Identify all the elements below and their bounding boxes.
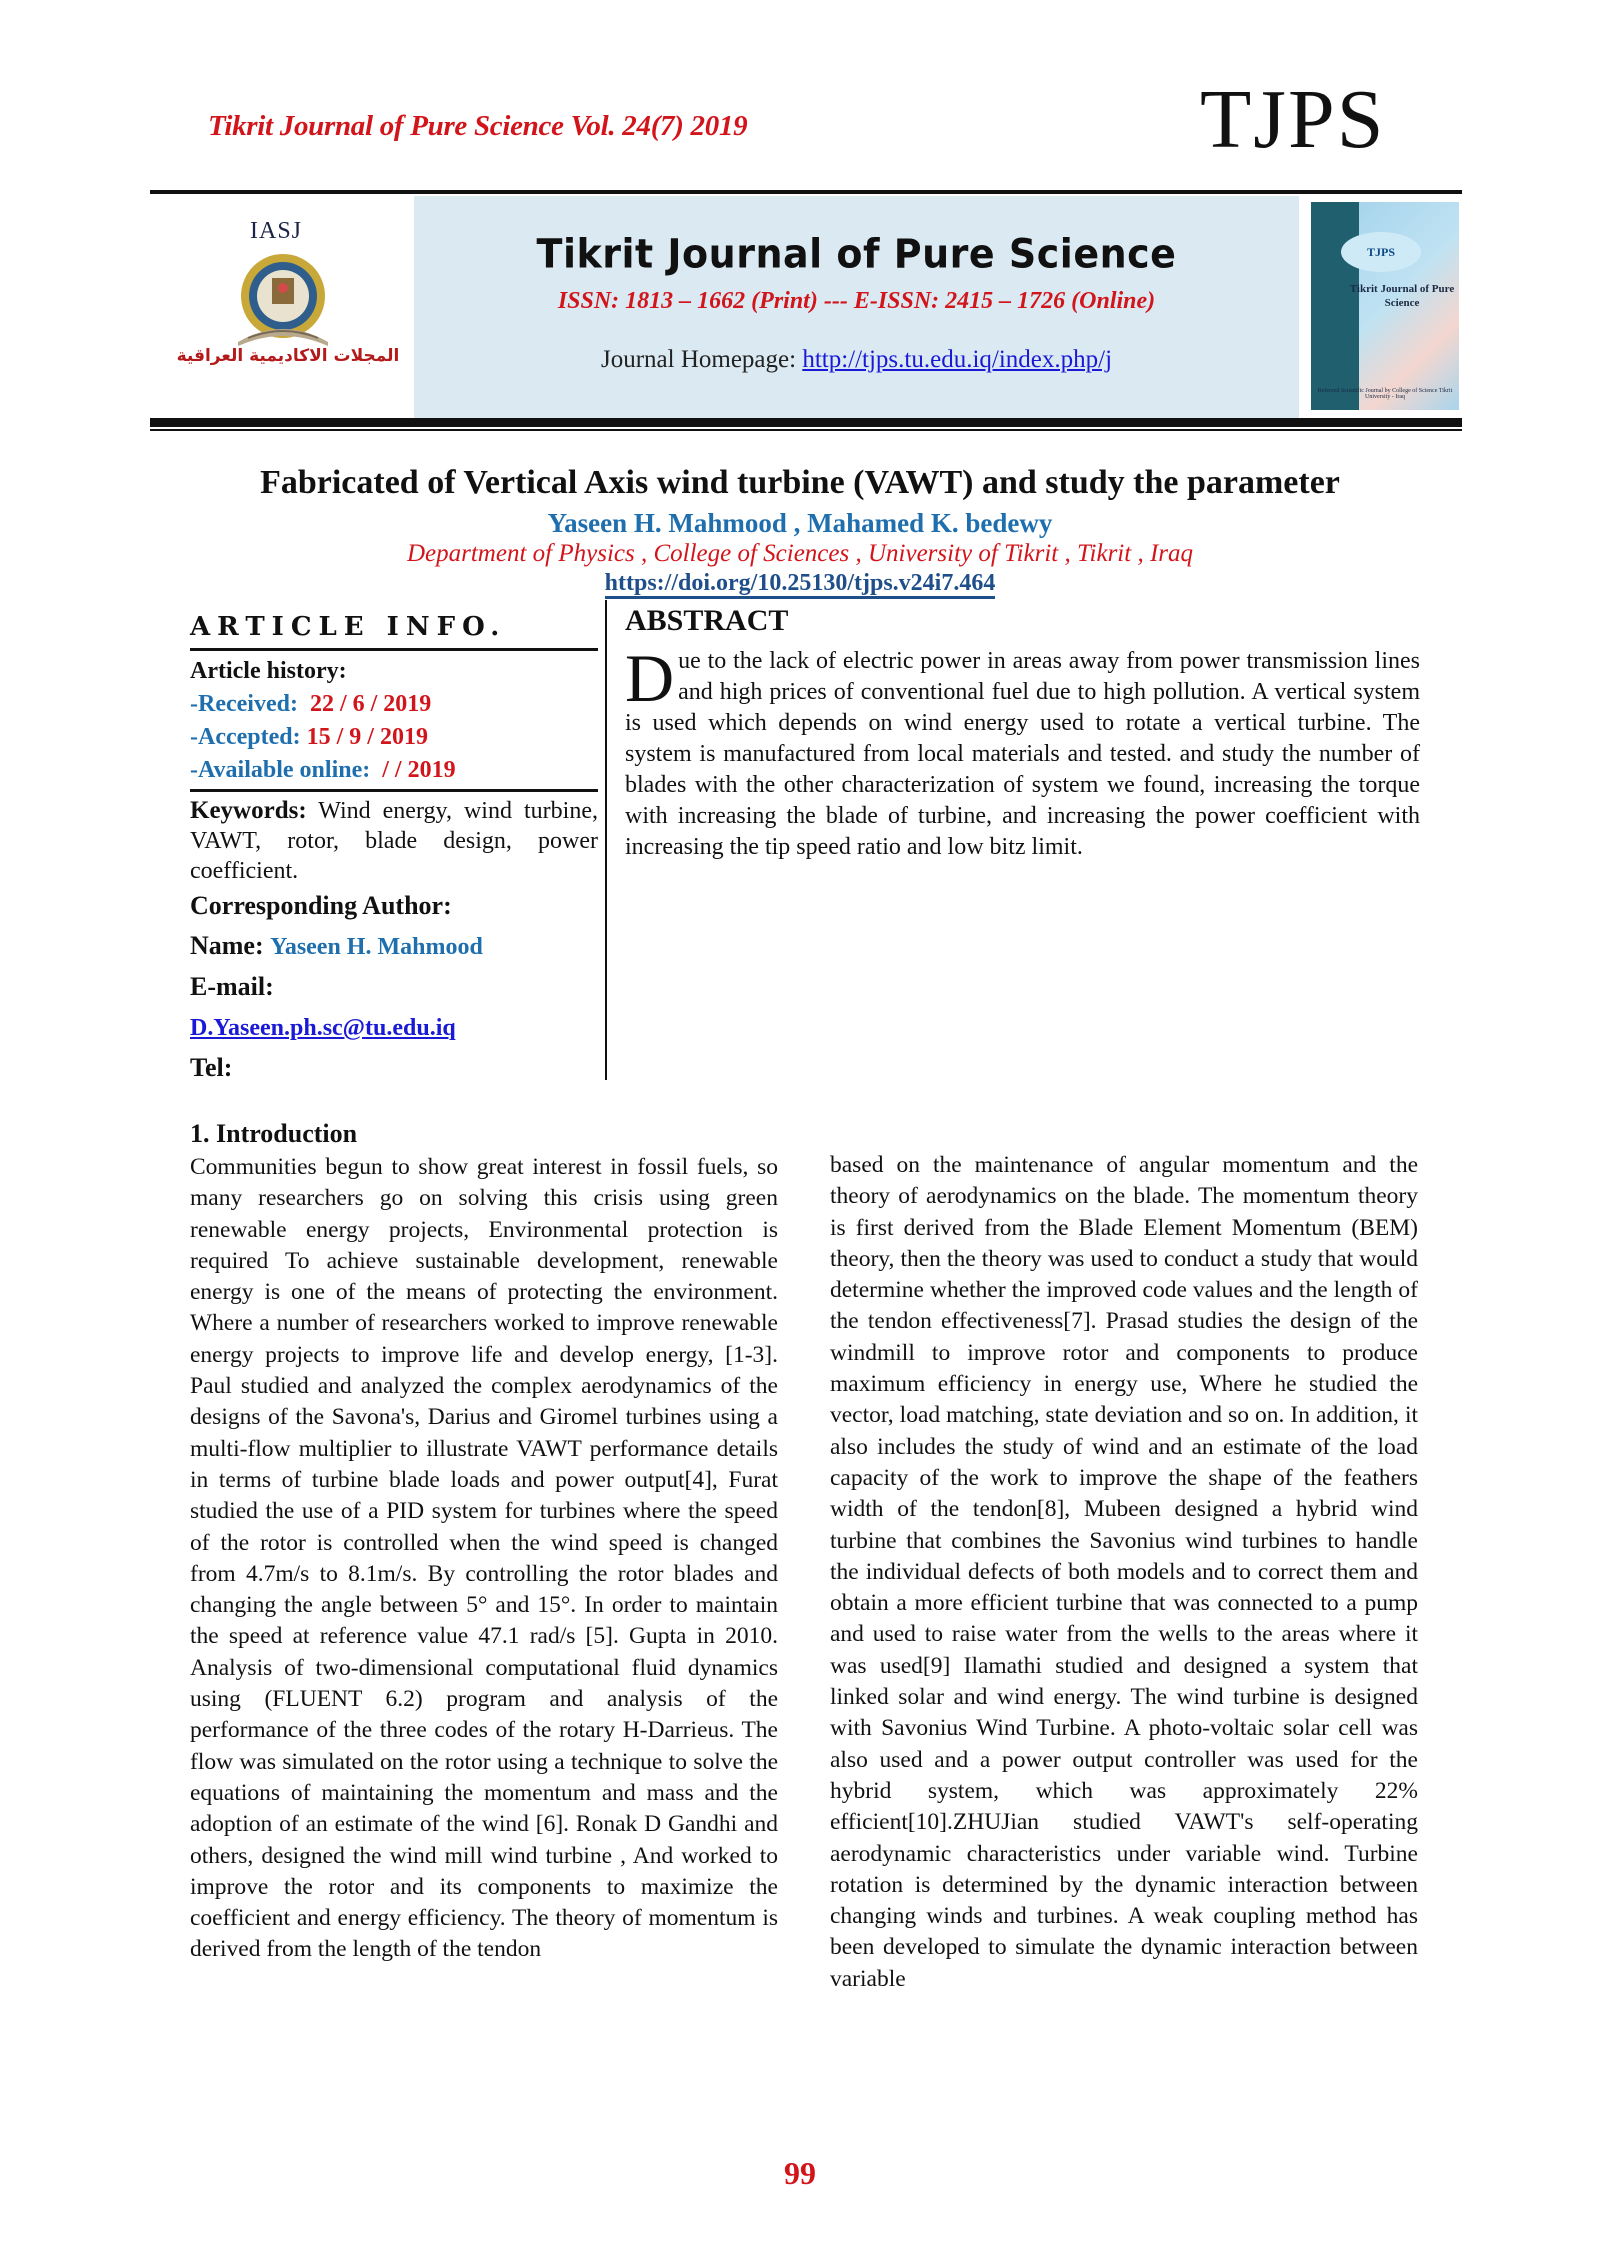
iasj-arabic-name: المجلات الاكاديمية العراقية — [176, 346, 400, 366]
page-number: 99 — [784, 2155, 816, 2191]
doi — [0, 570, 1600, 597]
email-label: E-mail: — [190, 972, 274, 1001]
author-list: Yaseen H. Mahmood , Mahamed K. bedewy — [547, 508, 1053, 538]
online-date — [190, 754, 598, 787]
abstract-body: ue to the lack of electric power in areas away from power transmission lines and high prices of conventional fuel due to high pollution. A vertical system is used which depends on wind energy used to rotate a vertical turbine. The system is manufactured from local materials and tested. and study the number of blades with the other characterization of system we found, increasing the torque with increasing the blade of turbine, and increasing the power coefficient with increasing the tip speed ratio and low bitz limit. — [625, 648, 1420, 860]
cover-footer: Refereed Scientific Journal by College of Science Tikrit University - Iraq — [1317, 388, 1453, 400]
tel-label: Tel: — [190, 1053, 233, 1082]
banner-title-block — [414, 196, 1299, 418]
homepage-label: Journal Homepage: — [600, 346, 803, 373]
column-divider — [605, 600, 607, 1080]
body-column-left — [190, 1118, 778, 1966]
divider — [190, 648, 598, 651]
keywords-label: Keywords: — [190, 797, 307, 824]
iasj-logo-text: IASJ — [250, 218, 303, 244]
journal-homepage — [414, 346, 1299, 374]
cover-image — [1311, 202, 1459, 410]
cover-title: Tikrit Journal of Pure Science — [1349, 283, 1455, 310]
accepted-label: -Accepted: — [190, 724, 301, 750]
introduction-heading: 1. Introduction — [190, 1119, 358, 1148]
abstract-heading: ABSTRACT — [625, 604, 789, 637]
accepted-value: 15 / 9 / 2019 — [306, 724, 428, 750]
email — [190, 1007, 598, 1048]
online-label: -Available online: — [190, 757, 371, 783]
body-column-right — [830, 1150, 1418, 1995]
doi-link[interactable]: https://doi.org/10.25130/tjps.v24i7.464 — [605, 570, 996, 599]
received-date — [190, 688, 598, 721]
journal-name: Tikrit Journal of Pure Science — [536, 230, 1177, 278]
affiliation: Department of Physics , College of Sciences , University of Tikrit , Tikrit , Iraq — [406, 540, 1193, 567]
header-rule-bottom-thin — [150, 429, 1462, 431]
divider — [190, 789, 598, 792]
abstract-text — [625, 640, 1420, 863]
article-history-label: Article history: — [190, 658, 347, 684]
header-rule-bottom — [150, 418, 1462, 427]
keywords — [190, 796, 598, 886]
article-info-panel — [190, 608, 598, 1088]
email-link[interactable]: D.Yaseen.ph.sc@tu.edu.iq — [190, 1015, 456, 1041]
received-label: -Received: — [190, 691, 298, 717]
journal-abbreviation: TJPS — [1200, 73, 1386, 166]
running-head: Tikrit Journal of Pure Science Vol. 24(7) 2019 — [208, 110, 748, 142]
journal-banner — [150, 196, 1462, 418]
issn-line: ISSN: 1813 – 1662 (Print) --- E-ISSN: 2415 – 1726 (Online) — [557, 288, 1156, 314]
author-name — [190, 926, 598, 967]
online-value: / / 2019 — [382, 757, 456, 783]
iasj-seal-icon — [228, 246, 338, 356]
article-info-heading: ARTICLE INFO. — [190, 612, 507, 642]
introduction-paragraph-right: based on the maintenance of angular momentum and the theory of aerodynamics on the blade. The momentum theory is first derived from the Blade Element Momentum (BEM) theory, then the theory was used to conduct a study that would determine whether the improved code values and the length of the tendon effectiveness[7]. Prasad studies the design of the windmill to improve rotor and components to produce maximum efficiency in energy use, Where he studied the vector, load matching, state deviation and so on. In addition, it also includes the study of wind and an estimate of the load capacity of the work to improve the shape of the feathers width of the tendon[8], Mubeen designed a hybrid wind turbine that combines the Savonius wind turbines to handle the individual defects of both models and to correct them and obtain a more efficient turbine that was connected to a pump and used to raise water from the wells to the areas where it was used[9] Ilamathi studied and designed a system that linked solar and wind energy. The wind turbine is designed with Savonius Wind Turbine. A photo-voltaic solar cell was also used and a power output controller was used for the hybrid system, which was approximately 22% efficient[10].ZHUJian studied VAWT's self-operating aerodynamic characteristics under variable wind. Turbine rotation is determined by the dynamic interaction between changing winds and turbines. A weak coupling method has been developed to simulate the dynamic interaction between variable — [830, 1152, 1418, 1992]
cover-oval-logo: TJPS — [1341, 232, 1421, 272]
keywords-value: Wind energy, wind turbine, VAWT, rotor, blade design, power coefficient. — [190, 798, 598, 884]
accepted-date — [190, 721, 598, 754]
homepage-link[interactable]: http://tjps.tu.edu.iq/index.php/j — [802, 346, 1113, 373]
introduction-paragraph-left: Communities begun to show great interest in fossil fuels, so many researchers go on solving this crisis using green renewable energy projects, Environmental protection is required To achieve sustainable development, renewable energy is one of the means of protecting the environment. Where a number of researchers worked to improve renewable energy projects to improve life and develop energy, [1-3]. Paul studied and analyzed the complex aerodynamics of the designs of the Savona's, Darius and Giromel turbines using a multi-flow multiplier to illustrate VAWT performance details in terms of turbine blade loads and power output[4], Furat studied the use of a PID system for turbines where the speed of the rotor is controlled when the wind speed is changed from 4.7m/s to 8.1m/s. By controlling the rotor blades and changing the angle between 5° and 15°. In order to maintain the speed at reference value 47.1 rad/s [5]. Gupta in 2010. Analysis of two-dimensional computational fluid dynamics using (FLUENT 6.2) program and analysis of the performance of the three codes of the rotary H-Darrieus. The flow was simulated on the rotor using a technique to solve the equations of maintaining the momentum and mass and the adoption of an estimate of the wind [6]. Ronak D Gandhi and others, designed the wind mill wind turbine , And worked to improve the rotor and its components to maximize the coefficient and energy efficiency. The theory of momentum is derived from the length of the tendon — [190, 1154, 778, 1963]
name-value: Yaseen H. Mahmood — [270, 934, 483, 960]
received-value: 22 / 6 / 2019 — [309, 691, 432, 717]
abstract-section — [625, 604, 1420, 863]
iasj-logo — [150, 196, 414, 418]
dropcap: D — [625, 640, 675, 716]
name-label: Name: — [190, 931, 264, 960]
journal-cover-thumbnail — [1303, 196, 1462, 418]
paper-title: Fabricated of Vertical Axis wind turbine (VAWT) and study the parameter — [260, 464, 1340, 501]
header-rule-top — [150, 190, 1462, 194]
corresponding-author-label: Corresponding Author: — [190, 891, 452, 920]
